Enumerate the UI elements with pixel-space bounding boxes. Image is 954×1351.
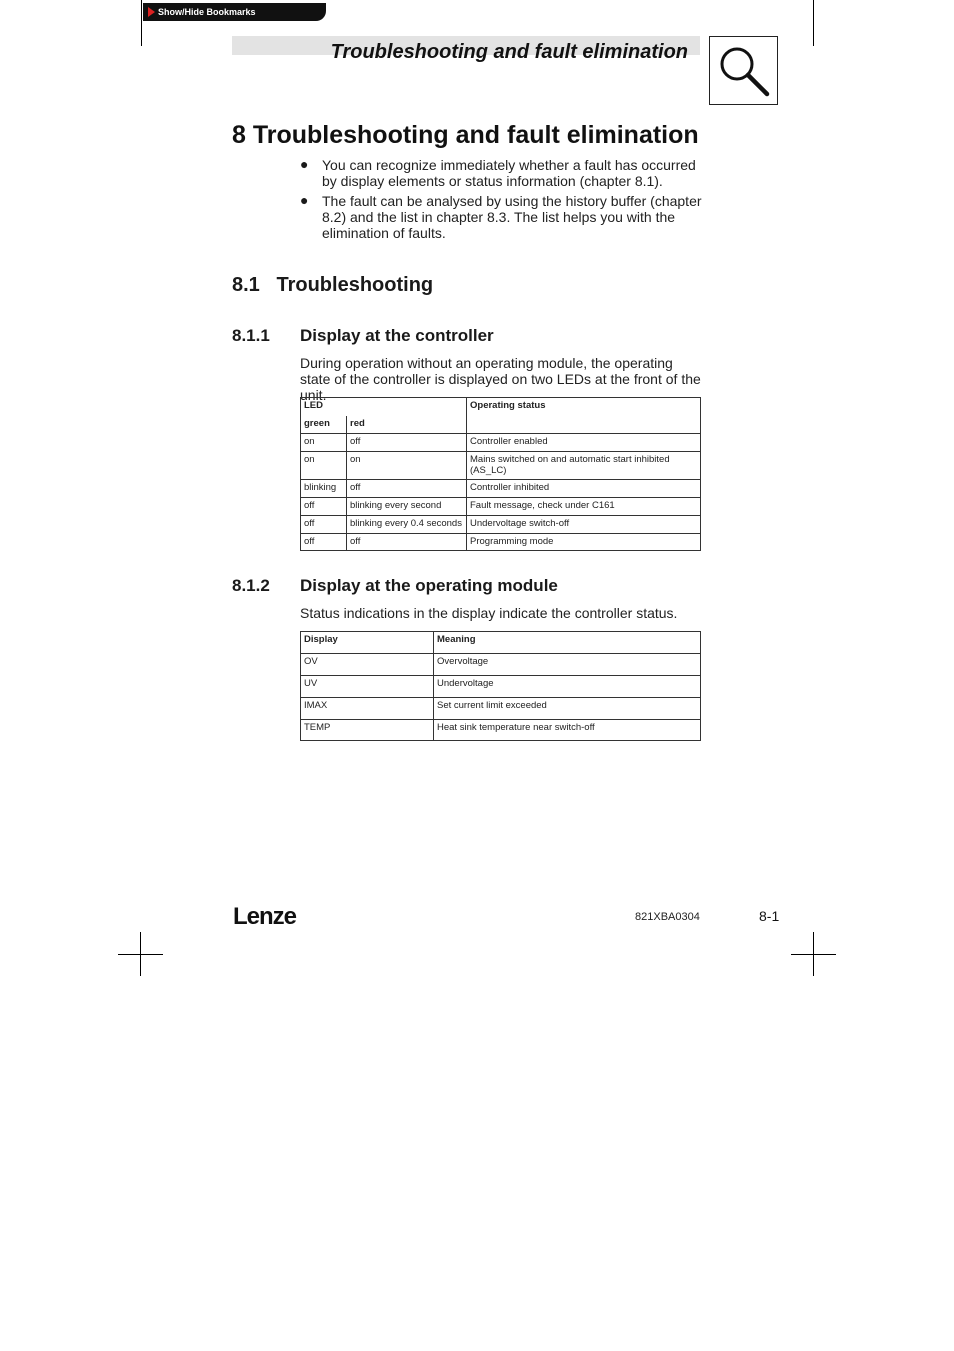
cell-display: IMAX (301, 698, 434, 720)
cell-status: Controller enabled (467, 434, 701, 452)
cell-red: on (347, 452, 467, 480)
cell-red: off (347, 534, 467, 551)
subsection-title: Display at the operating module (300, 576, 558, 595)
display-status-table (300, 631, 701, 741)
cell-status: Undervoltage switch-off (467, 516, 701, 534)
table-row (301, 452, 701, 480)
triangle-right-icon (148, 7, 155, 17)
magnifier-icon (709, 36, 778, 105)
cell-display: UV (301, 676, 434, 698)
cell-meaning: Overvoltage (434, 654, 701, 676)
table-row (301, 676, 701, 698)
table-row (301, 698, 701, 720)
table-header-meaning: Meaning (434, 632, 701, 654)
bookmarks-label: Show/Hide Bookmarks (158, 7, 256, 17)
crop-mark (791, 954, 836, 955)
bullet-dot: ● (300, 192, 309, 208)
cell-green: off (301, 498, 347, 516)
section-text: Status indications in the display indicate the controller status. (300, 605, 678, 621)
crop-mark (813, 0, 814, 46)
chapter-heading: 8 Troubleshooting and fault elimination (232, 121, 699, 149)
subsection-number: 8.1.2 (232, 576, 270, 595)
section-text: During operation without an operating module, the operating state of the controller is displayed on two LEDs at the front of the unit. (300, 355, 701, 403)
cell-green: on (301, 452, 347, 480)
table-header-display: Display (301, 632, 434, 654)
running-header-title: Troubleshooting and fault elimination (330, 41, 688, 63)
cell-status: Programming mode (467, 534, 701, 551)
bullet-text: The fault can be analysed by using the history buffer (chapter 8.2) and the list in chapter 8.3. The list helps you with the elimination of faults. (322, 193, 702, 241)
table-header-led: LED (301, 398, 467, 416)
cell-red: blinking every 0.4 seconds (347, 516, 467, 534)
bullet-dot: ● (300, 156, 309, 172)
table-header-green: green (301, 416, 347, 434)
cell-display: OV (301, 654, 434, 676)
cell-red: off (347, 480, 467, 498)
show-hide-bookmarks-button[interactable] (143, 3, 326, 21)
crop-mark (141, 0, 142, 46)
cell-status: Fault message, check under C161 (467, 498, 701, 516)
table-header-status: Operating status (467, 398, 701, 434)
table-row (301, 654, 701, 676)
section-heading: 8.1 Troubleshooting (232, 274, 434, 296)
document-number: 821XBA0304 (635, 911, 700, 923)
cell-meaning: Undervoltage (434, 676, 701, 698)
cell-status: Mains switched on and automatic start inhibited (AS_LC) (467, 452, 701, 480)
subsection-title: Display at the controller (300, 326, 494, 345)
cell-red: off (347, 434, 467, 452)
crop-mark (118, 954, 163, 955)
cell-green: off (301, 516, 347, 534)
cell-status: Controller inhibited (467, 480, 701, 498)
cell-green: off (301, 534, 347, 551)
table-row (301, 480, 701, 498)
page-number: 8-1 (759, 908, 780, 924)
table-row (301, 434, 701, 452)
bullet-text: You can recognize immediately whether a fault has occurred by display elements or status information (chapter 8.1). (322, 157, 696, 189)
cell-green: on (301, 434, 347, 452)
table-row (301, 516, 701, 534)
table-row (301, 720, 701, 741)
table-row (301, 534, 701, 551)
cell-green: blinking (301, 480, 347, 498)
cell-meaning: Heat sink temperature near switch-off (434, 720, 701, 741)
lenze-logo: Lenze (233, 903, 297, 930)
led-status-table (300, 397, 701, 551)
table-row (301, 498, 701, 516)
table-header-red: red (347, 416, 467, 434)
subsection-number: 8.1.1 (232, 326, 270, 345)
cell-red: blinking every second (347, 498, 467, 516)
cell-display: TEMP (301, 720, 434, 741)
cell-meaning: Set current limit exceeded (434, 698, 701, 720)
